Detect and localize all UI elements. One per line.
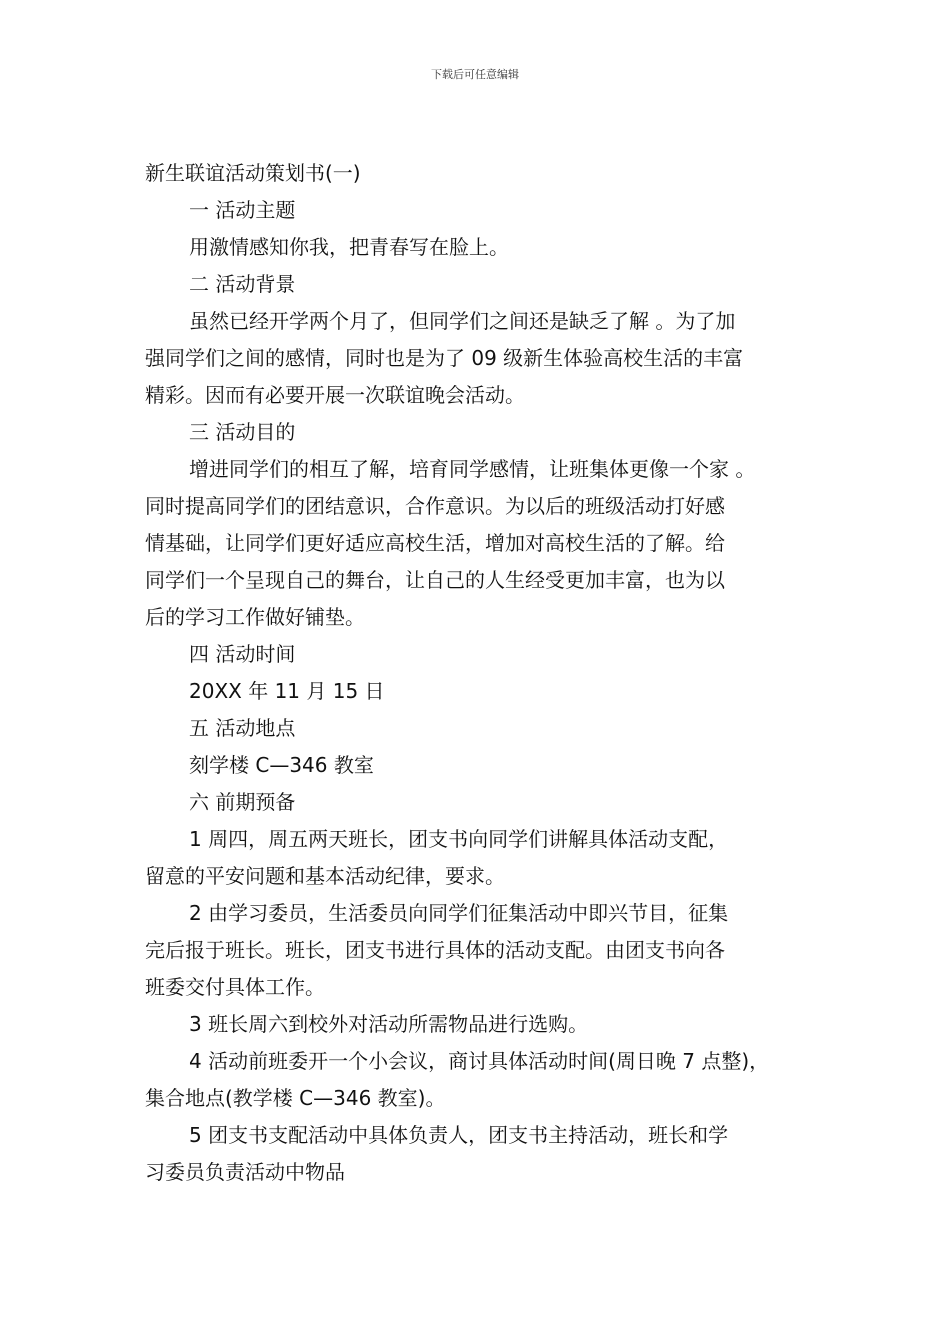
- document-line: 四 活动时间: [189, 642, 296, 666]
- document-title: 新生联谊活动策划书(一): [145, 161, 361, 185]
- document-line: 习委员负责活动中物品: [145, 1160, 345, 1184]
- document-line: 同学们一个呈现自己的舞台，让自己的人生经受更加丰富，也为以: [145, 568, 725, 592]
- document-line: 五 活动地点: [189, 716, 296, 740]
- document-line: 20XX 年 11 月 15 日: [189, 679, 385, 703]
- document-line: 六 前期预备: [189, 790, 296, 814]
- document-line: 刻学楼 C—346 教室: [189, 753, 374, 777]
- document-line: 虽然已经开学两个月了，但同学们之间还是缺乏了解 。为了加: [189, 309, 736, 333]
- document-line: 班委交付具体工作。: [145, 975, 325, 999]
- document-line: 3 班长周六到校外对活动所需物品进行选购。: [189, 1012, 589, 1036]
- document-line: 2 由学习委员，生活委员向同学们征集活动中即兴节目，征集: [189, 901, 729, 925]
- document-line: 强同学们之间的感情，同时也是为了 09 级新生体验高校生活的丰富: [145, 346, 744, 370]
- page-header: 下载后可任意编辑: [431, 68, 519, 81]
- document-line: 留意的平安问题和基本活动纪律，要求。: [145, 864, 505, 888]
- document-line: 一 活动主题: [189, 198, 296, 222]
- document-line: 精彩。因而有必要开展一次联谊晚会活动。: [145, 383, 525, 407]
- document-body: [145, 155, 810, 1191]
- document-line: 集合地点(教学楼 C—346 教室)。: [145, 1086, 446, 1110]
- document-line: 5 团支书支配活动中具体负责人，团支书主持活动，班长和学: [189, 1123, 729, 1147]
- document-line: 二 活动背景: [189, 272, 296, 296]
- document-line: 4 活动前班委开一个小会议，商讨具体活动时间(周日晚 7 点整)，: [189, 1049, 770, 1073]
- document-line: 三 活动目的: [189, 420, 296, 444]
- document-line: 完后报于班长。班长，团支书进行具体的活动支配。由团支书向各: [145, 938, 725, 962]
- document-line: 后的学习工作做好铺垫。: [145, 605, 365, 629]
- document-line: 1 周四，周五两天班长，团支书向同学们讲解具体活动支配，: [189, 827, 729, 851]
- document-line: 情基础，让同学们更好适应高校生活，增加对高校生活的了解。给: [145, 531, 725, 555]
- document-line: 同时提高同学们的团结意识，合作意识。为以后的班级活动打好感: [145, 494, 725, 518]
- document-line: 增进同学们的相互了解，培育同学感情，让班集体更像一个家 。: [189, 457, 756, 481]
- document-line: 用激情感知你我，把青春写在脸上。: [189, 235, 509, 259]
